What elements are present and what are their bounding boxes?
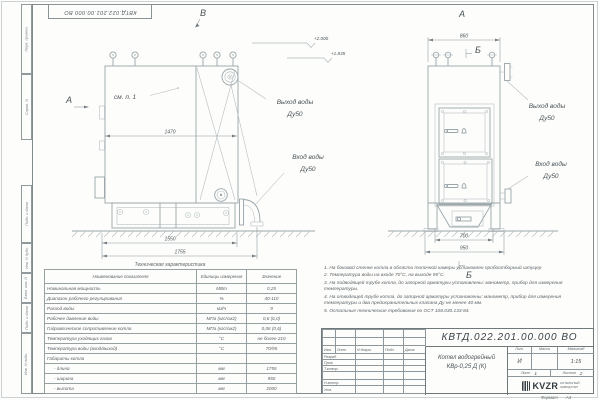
outlet-label-front-line2: Ду50 [539,115,555,122]
outlet-label-side-line1: Выход воды [276,99,314,106]
spec-header-name: Наименование показателя [45,270,197,284]
dim-950-text: 950 [459,245,469,252]
inlet-flange-front [500,189,511,203]
dim-860 [428,34,500,42]
dim-1755-text: 1755 [174,249,186,256]
lower-flange-side [215,189,228,202]
view-label-b: В [200,8,207,18]
spec-row: Диапазон рабочего регулирования % 40-110 [45,294,297,304]
lower-door [439,159,492,204]
kvzr-logo-icon [522,381,530,391]
base-bolts [117,209,228,217]
technical-notes [324,266,595,316]
dim-1470 [105,130,237,138]
mass-header: Масса [532,347,558,354]
title-block [321,328,594,394]
scale-header: Масштаб [558,347,594,354]
outlet-label-side-line2: Ду50 [287,111,303,118]
kvzr-logo-text: KVZR [532,381,559,391]
format-value: А3 [565,394,572,400]
spec-row: Температура воды (вход/выход) °С 70/95 [45,344,297,354]
product-name [425,347,507,395]
grid-row-razrab: Разраб. [323,354,426,360]
spec-row: Рабочее давление воды МПа (кгс/см2) 0,6 (6,0) [45,314,297,324]
view-label-a-left: А [66,95,73,105]
boiler-side-view [65,8,346,259]
elevation-1835-text: +1.835 [331,51,346,56]
logo-sub-line2: ЗАВОД РЭП [560,385,578,389]
spec-row: Номинальная мощность МВт 0,25 [45,284,297,294]
dim-1550 [102,237,237,245]
dim-1550-text: 1550 [164,236,176,243]
margin-label: Подп. и дата [24,202,29,226]
margin-label: Перв. примен. [24,26,29,52]
inlet-label-side-line2: Ду50 [300,166,316,173]
ground-hatch-left [72,231,310,237]
dim-1470-text: 1470 [164,129,176,136]
drawing-designation: КВТД.022.201.00.000 ВО [425,329,593,347]
margin-label: Инв. N подл. [24,352,29,375]
product-name-line1: Котел водогрейный [437,355,496,361]
top-valves-side [110,52,236,66]
lit-header: Лит. [508,347,532,354]
note-5: 5. Остальные технические требования по ОСТ 108.030.133-84. [324,308,470,314]
spec-row: Расход воды м3/ч 9 [45,304,297,314]
spec-table-title: Техническая характеристика [134,262,206,268]
title-block-right [507,347,593,395]
dim-700 [435,234,493,242]
format-strip [518,394,594,400]
section-label-b-top: Б [475,45,481,55]
scale-value: 1:15 [558,354,594,370]
grid-row-tkontr: Т.контр. [323,366,426,372]
product-name-line2: КВр-0,25 Д (К) [446,364,487,370]
outlet-label-front-line1: Выход воды [528,103,566,110]
ash-hopper [437,205,491,227]
outlet-flange-side [222,69,238,85]
spec-table [44,269,297,394]
upper-door [439,108,490,157]
note-2: 2. Температура воды на входе 70°С, на выходе 95°С. [324,273,445,279]
title-block-grid [322,329,426,394]
margin-label: Подп. и дата [24,306,29,330]
spec-row: - высота мм 2000 [45,384,297,394]
note-1: 1. На боковой стенке котла в области топочной камеры установлен пробоотборный штуцер [324,266,542,271]
inlet-label-front-line2: Ду50 [543,173,559,180]
see-ref-label: см. п. 1 [114,94,137,101]
outlet-flange-front [500,64,513,81]
spec-row: Габариты котла [45,354,297,364]
inlet-label-front-line1: Вход воды [535,161,567,168]
dim-950 [425,246,504,254]
spec-row: Гидравлическое сопротивление котла МПа (кгс/см2) 0,06 (0,6) [45,324,297,334]
mass-value [532,354,558,370]
inlet-label-side-line1: Вход воды [292,154,324,161]
dim-860-text: 860 [459,33,469,40]
ground-hatch-right [388,231,554,237]
spec-row: - длина мм 1755 [45,364,297,374]
spec-table-section [44,262,296,394]
margin-label: Инв. N дубл. [24,247,29,269]
grid-row-prov: Пров. [323,360,426,366]
elevation-2000 [252,36,329,48]
elevation-2000-text: +2.000 [314,36,329,41]
company-logo [508,377,594,395]
lit-value: И [508,354,532,370]
view-label-a-right: А [459,9,466,19]
dim-700-text: 700 [459,233,469,240]
spec-row: - ширина мм 950 [45,374,297,384]
spec-header-value: Значение [247,270,297,284]
logo-sub-line1: КОТЕЛЬНЫЙ [560,381,580,386]
note-4: 4. На отводящей трубе котла, до запорной арматуры установлены: манометр, прибор для измерения температуры и два предохранительных клапана Ду не менее 40 мм. [324,294,562,307]
grid-header-row: Изм. Лист N докум. Подп. Дата [323,346,426,354]
top-stamp-designation: КВТД.022.201.00.000 ВО [63,8,137,15]
spec-row: Температура уходящих газов °С не более 210 [45,334,297,344]
grid-row-blank [323,372,426,380]
format-label: Формат [540,394,558,400]
sheet-cell: Лист 1 [508,370,551,377]
inlet-pipe [240,199,264,226]
section-label-b-bottom: Б [466,270,472,280]
revision-row [323,338,426,346]
spec-header-units: Единицы измерения [197,270,247,284]
grid-row-utv: Утв. [323,386,426,394]
dim-1755 [102,250,257,258]
margin-label: Справ. N [24,99,29,115]
top-valves-front [431,52,497,66]
elevation-1835 [287,51,346,63]
note-3: 3. На подводящей трубе котла, до запорной арматуры установлены: манометр, прибор для измерения температуры. [324,280,563,293]
revision-row [323,330,426,338]
sheets-cell: Листов 2 [551,370,594,377]
boiler-front-view [388,9,567,280]
grid-row-nkontr: Н.контр. [323,380,426,386]
margin-label: Взам. инв. N [24,276,29,300]
